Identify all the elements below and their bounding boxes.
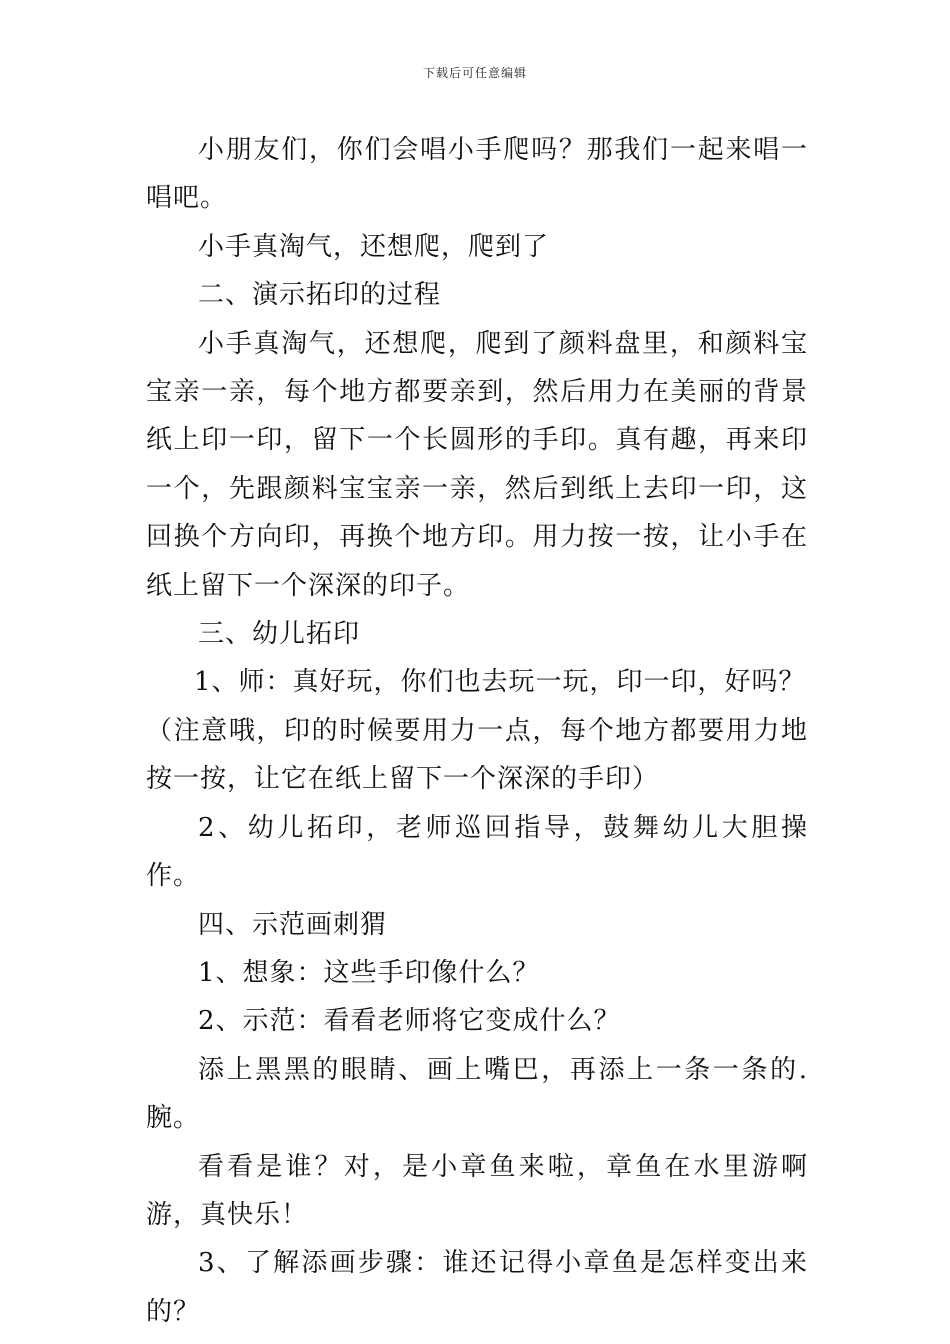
paragraph-imagine: 1、想象：这些手印像什么？ xyxy=(198,957,540,988)
paragraph-steps-review: 3、了解添画步骤：谁还记得小章鱼是怎样变出来的？ xyxy=(146,1248,808,1327)
document-body xyxy=(146,126,808,1336)
page-header: 下载后可任意编辑 xyxy=(422,66,527,80)
paragraph-demonstrate: 2、示范：看看老师将它变成什么？ xyxy=(198,1006,621,1037)
paragraph-demo-process: 小手真淘气，还想爬，爬到了颜料盘里，和颜料宝宝亲一亲，每个地方都要亲到，然后用力在美丽的背景纸上印一印，留下一个长圆形的手印。真有趣，再来印一个，先跟颜料宝宝亲一亲，然后到纸上去印一印，这回换个方向印，再换个地方印。用力按一按，让小手在纸上留下一个深深的印子。 xyxy=(146,328,808,601)
section-heading-drawing: 四、示范画刺猬 xyxy=(198,909,388,940)
paragraph-intro-song: 小朋友们，你们会唱小手爬吗？那我们一起来唱一唱吧。 xyxy=(146,135,808,214)
paragraph-song-lyric: 小手真淘气，还想爬，爬到了 xyxy=(198,231,550,262)
paragraph-note-parenthetical: （注意哦，印的时候要用力一点，每个地方都要用力地按一按，让它在纸上留下一个深深的手印） xyxy=(146,715,808,795)
paragraph-step-2-children: 2、幼儿拓印，老师巡回指导，鼓舞幼儿大胆操作。 xyxy=(146,812,808,892)
paragraph-octopus: 看看是谁？对，是小章鱼来啦，章鱼在水里游啊游，真快乐！ xyxy=(146,1151,808,1230)
paragraph-add-details: 添上黑黑的眼睛、画上嘴巴，再添上一条一条的.腕。 xyxy=(146,1054,808,1134)
paragraph-step-1-teacher: 1、师：真好玩，你们也去玩一玩，印一印，好吗？ xyxy=(194,667,806,698)
section-heading-child-printing: 三、幼儿拓印 xyxy=(198,619,361,650)
section-heading-demo: 二、演示拓印的过程 xyxy=(198,280,442,311)
